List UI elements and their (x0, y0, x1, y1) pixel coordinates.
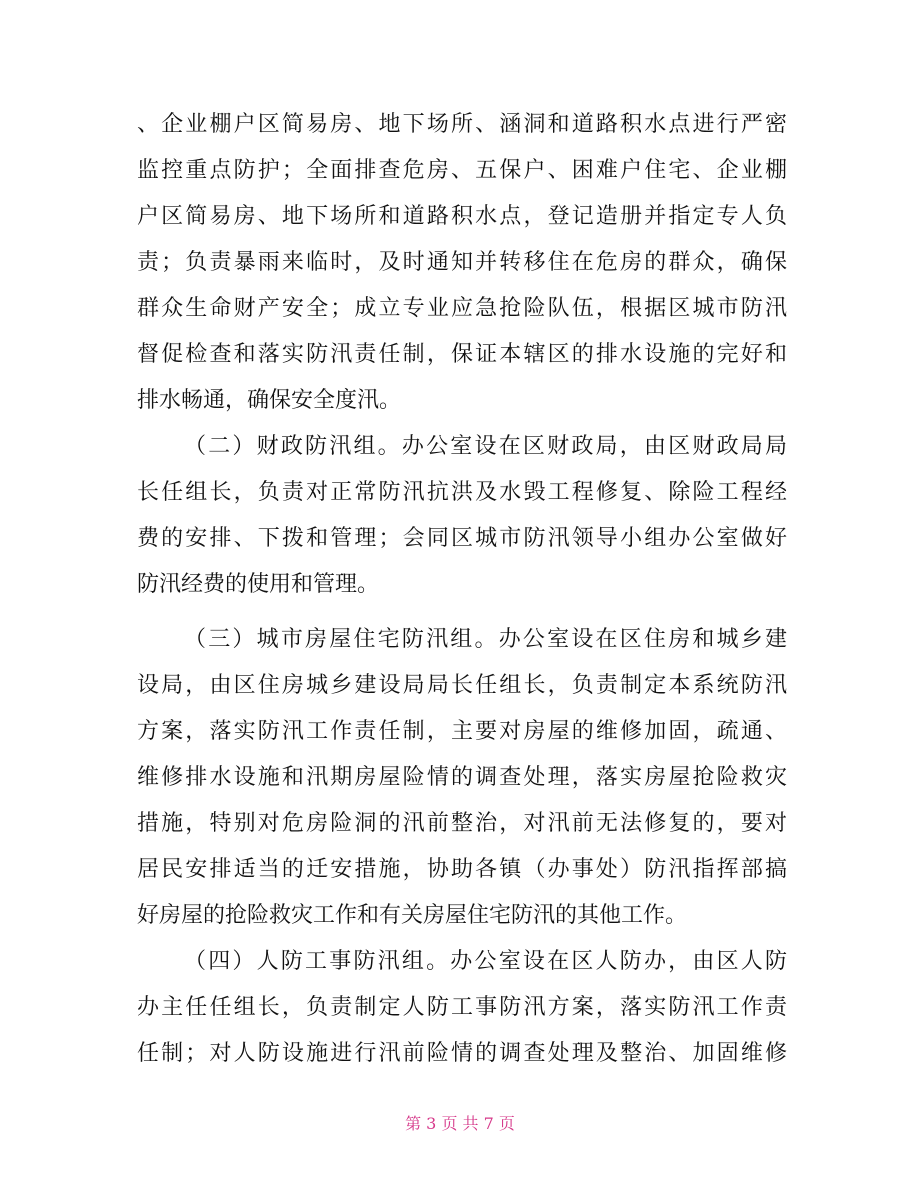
text-line: 防汛经费的使用和管理。 (137, 572, 380, 597)
text-line: 监控重点防护；全面排查危房、五保户、困难户住宅、企业棚 (137, 158, 787, 183)
paragraph-start-line: （四）人防工事防汛组。办公室设在区人防办，由区人防 (184, 949, 787, 974)
text-line: 设局，由区住房城乡建设局局长任组长，负责制定本系统防汛 (137, 673, 787, 698)
paragraph-start-line: （三）城市房屋住宅防汛组。办公室设在区住房和城乡建 (184, 627, 787, 652)
text-line: 群众生命财产安全；成立专业应急抢险队伍，根据区城市防汛 (137, 296, 787, 321)
text-line: 排水畅通，确保安全度汛。 (137, 388, 402, 413)
paragraph-start-line: （二）财政防汛组。办公室设在区财政局，由区财政局局 (184, 434, 787, 459)
page-number-footer: 第 3 页 共 7 页 (405, 1114, 515, 1133)
text-line: 任制；对人防设施进行汛前险情的调查处理及整治、加固维修 (137, 1041, 787, 1066)
text-line: 办主任任组长，负责制定人防工事防汛方案，落实防汛工作责 (137, 995, 787, 1020)
text-line: 措施，特别对危房险洞的汛前整治，对汛前无法修复的，要对 (137, 811, 787, 836)
text-line: 户区简易房、地下场所和道路积水点，登记造册并指定专人负 (137, 204, 787, 229)
text-line: 督促检查和落实防汛责任制，保证本辖区的排水设施的完好和 (137, 342, 787, 367)
text-line: 费的安排、下拨和管理；会同区城市防汛领导小组办公室做好 (137, 526, 787, 551)
text-line: 方案，落实防汛工作责任制，主要对房屋的维修加固，疏通、 (137, 719, 787, 744)
text-line: 、企业棚户区简易房、地下场所、涵洞和道路积水点进行严密 (137, 112, 787, 137)
text-line: 居民安排适当的迁安措施，协助各镇（办事处）防汛指挥部搞 (137, 857, 787, 882)
text-line: 维修排水设施和汛期房屋险情的调查处理，落实房屋抢险救灾 (137, 765, 787, 790)
text-line: 好房屋的抢险救灾工作和有关房屋住宅防汛的其他工作。 (137, 903, 688, 928)
text-line: 责；负责暴雨来临时，及时通知并转移住在危房的群众，确保 (137, 250, 787, 275)
text-line: 长任组长，负责对正常防汛抗洪及水毁工程修复、除险工程经 (137, 480, 787, 505)
